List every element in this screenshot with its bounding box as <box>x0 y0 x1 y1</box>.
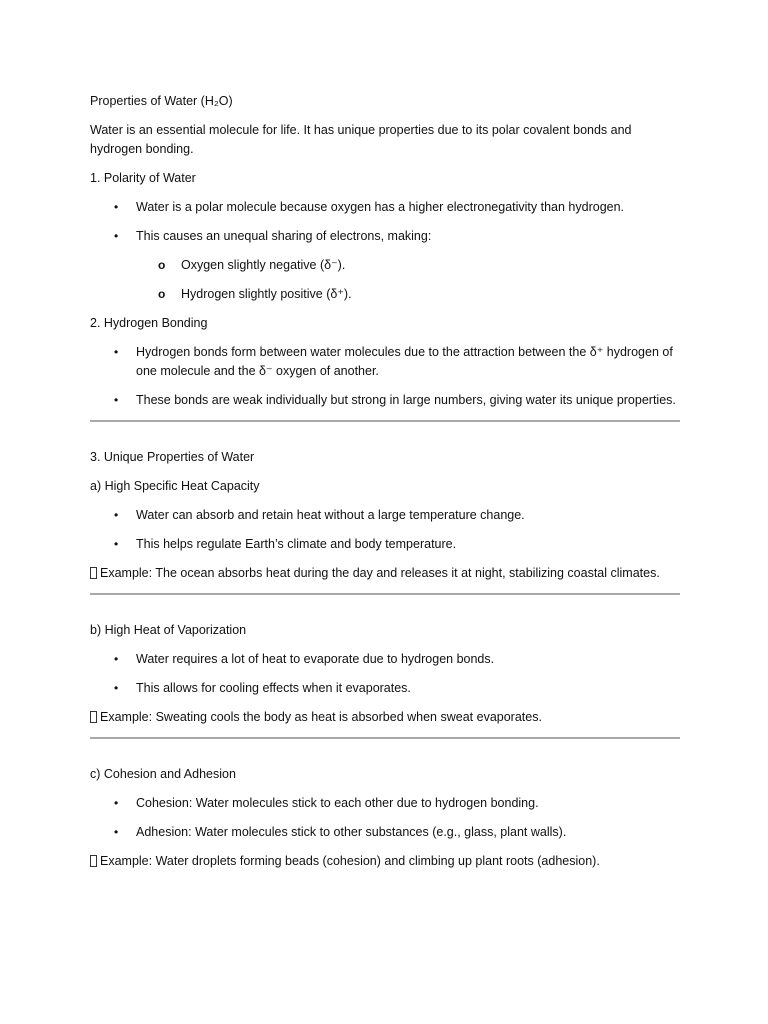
list-item-text: Adhesion: Water molecules stick to other substances (e.g., glass, plant walls). <box>136 825 567 839</box>
bullet-icon: • <box>114 681 119 695</box>
list-item <box>90 794 680 813</box>
subsection-heading-specific-heat: a) High Specific Heat Capacity <box>90 479 260 493</box>
missing-glyph-icon <box>90 711 97 723</box>
bullet-icon: • <box>114 537 119 551</box>
subsection-heading-cohesion: c) Cohesion and Adhesion <box>90 767 236 781</box>
bullet-icon: • <box>114 345 119 359</box>
sub-list-item-text: Hydrogen slightly positive (δ⁺). <box>181 287 352 301</box>
list-item <box>90 650 680 669</box>
horizontal-rule <box>90 737 680 739</box>
list-item-text: This helps regulate Earth’s climate and body temperature. <box>136 537 457 551</box>
list-item <box>90 227 680 304</box>
charge-sub-list <box>136 256 680 304</box>
list-item-text: This allows for cooling effects when it evaporates. <box>136 681 411 695</box>
list-item <box>90 535 680 554</box>
example-text: Example: The ocean absorbs heat during the day and releases it at night, stabilizing coastal climates. <box>100 566 660 580</box>
horizontal-rule <box>90 593 680 595</box>
example-text: Example: Water droplets forming beads (cohesion) and climbing up plant roots (adhesion). <box>100 854 600 868</box>
list-item-text: Water requires a lot of heat to evaporate due to hydrogen bonds. <box>136 652 495 666</box>
list-item <box>90 391 680 410</box>
example-vaporization <box>90 708 680 727</box>
polarity-bullet-list <box>90 198 680 304</box>
sub-list-item-text: Oxygen slightly negative (δ⁻). <box>181 258 346 272</box>
list-item-text: These bonds are weak individually but strong in large numbers, giving water its unique properties. <box>136 393 676 407</box>
document-title: Properties of Water (H₂O) <box>90 94 233 108</box>
list-item <box>90 506 680 525</box>
sub-list-item <box>136 256 680 275</box>
horizontal-rule <box>90 420 680 422</box>
list-item <box>90 679 680 698</box>
sub-list-item <box>136 285 680 304</box>
example-text: Example: Sweating cools the body as heat is absorbed when sweat evaporates. <box>100 710 542 724</box>
bullet-icon: • <box>114 825 119 839</box>
section-heading-hydrogen-bonding: 2. Hydrogen Bonding <box>90 316 208 330</box>
list-item <box>90 343 680 381</box>
list-item-text: Water is a polar molecule because oxygen has a higher electronegativity than hydrogen. <box>136 200 625 214</box>
bullet-icon: • <box>114 796 119 810</box>
example-cohesion <box>90 852 680 871</box>
sub-bullet-icon: o <box>158 287 166 301</box>
specific-heat-bullet-list <box>90 506 680 554</box>
list-item-text: Hydrogen bonds form between water molecules due to the attraction between the δ⁺ hydrogen of one molecule and the δ⁻ oxygen of another. <box>136 345 673 378</box>
section-heading-unique-properties: 3. Unique Properties of Water <box>90 450 255 464</box>
example-specific-heat <box>90 564 680 583</box>
bullet-icon: • <box>114 652 119 666</box>
section-heading-polarity: 1. Polarity of Water <box>90 171 196 185</box>
missing-glyph-icon <box>90 567 97 579</box>
sub-bullet-icon: o <box>158 258 166 272</box>
hydrogen-bonding-bullet-list <box>90 343 680 410</box>
bullet-icon: • <box>114 508 119 522</box>
list-item <box>90 823 680 842</box>
document-page <box>90 92 680 881</box>
cohesion-bullet-list <box>90 794 680 842</box>
list-item-text: Water can absorb and retain heat without a large temperature change. <box>136 508 525 522</box>
vaporization-bullet-list <box>90 650 680 698</box>
list-item-text: Cohesion: Water molecules stick to each other due to hydrogen bonding. <box>136 796 539 810</box>
subsection-heading-vaporization: b) High Heat of Vaporization <box>90 623 247 637</box>
intro-paragraph: Water is an essential molecule for life. It has unique properties due to its polar covalent bonds and hydrogen bonding. <box>90 123 632 156</box>
list-item-text: This causes an unequal sharing of electrons, making: <box>136 229 432 243</box>
missing-glyph-icon <box>90 855 97 867</box>
bullet-icon: • <box>114 200 119 214</box>
bullet-icon: • <box>114 393 119 407</box>
list-item <box>90 198 680 217</box>
bullet-icon: • <box>114 229 119 243</box>
